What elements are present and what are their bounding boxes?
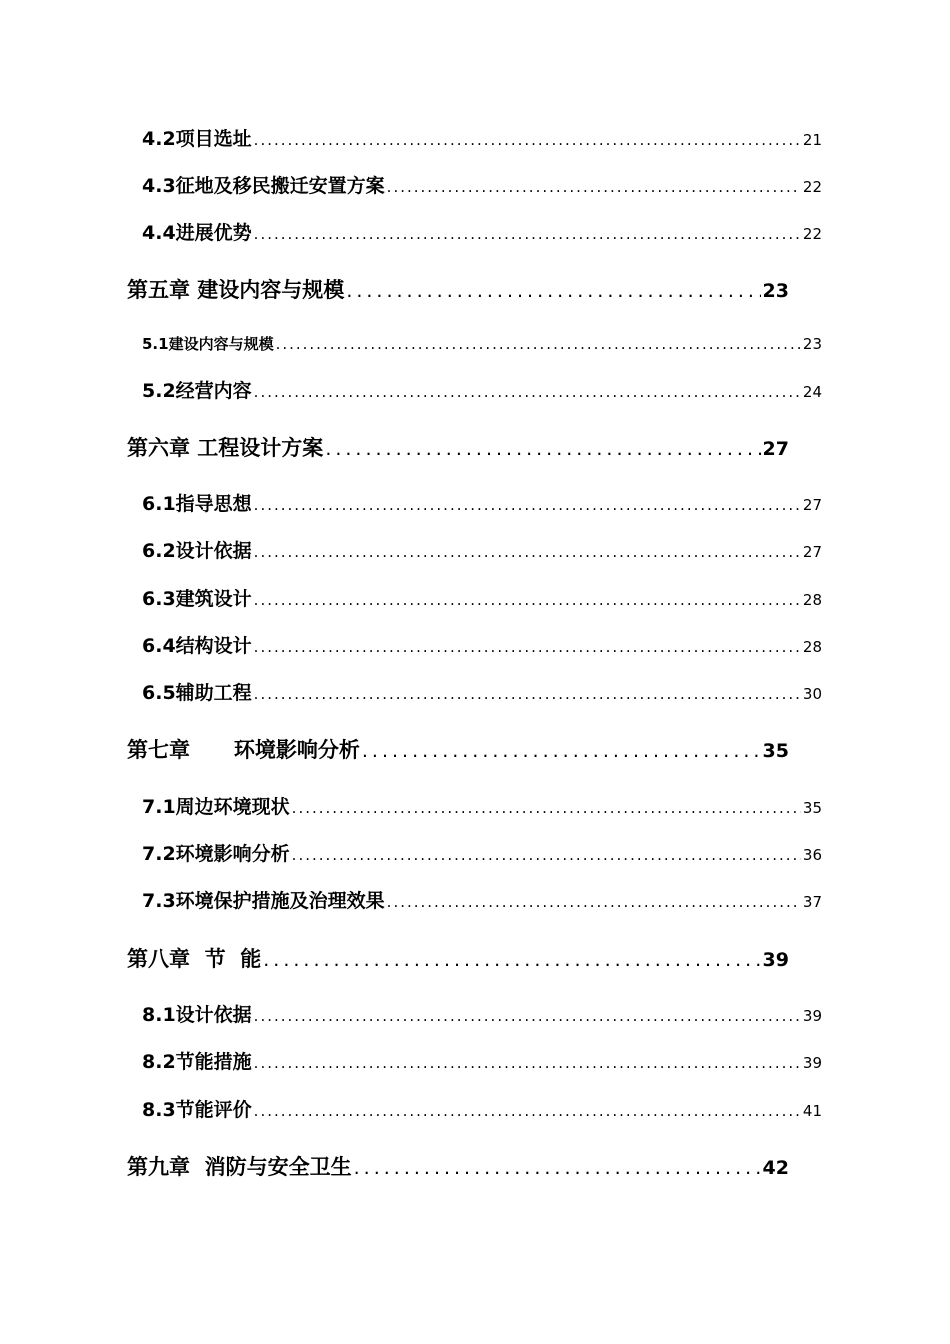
- toc-entry-page: 30: [802, 685, 822, 703]
- toc-entry-page: 22: [802, 178, 822, 196]
- toc-entry-label: 6.4结构设计: [142, 635, 252, 657]
- toc-entry-page: 39: [802, 1054, 822, 1072]
- dot-leader: [387, 893, 801, 911]
- toc-entry[interactable]: [142, 536, 822, 563]
- toc-chapter-entry[interactable]: [127, 1151, 789, 1181]
- toc-entry-label: 6.1指导思想: [142, 493, 252, 515]
- dot-leader: [292, 799, 801, 817]
- dot-leader: [254, 638, 801, 656]
- toc-entry-label: 6.5辅助工程: [142, 682, 252, 704]
- toc-entry-page: 37: [802, 893, 822, 911]
- dot-leader: [276, 335, 801, 353]
- toc-entry[interactable]: [142, 1047, 822, 1074]
- toc-chapter-entry[interactable]: [127, 274, 789, 304]
- toc-chapter-page: 27: [762, 438, 789, 460]
- toc-entry-label: 6.3建筑设计: [142, 588, 252, 610]
- toc-entry-page: 27: [802, 543, 822, 561]
- toc-entry-page: 41: [802, 1102, 822, 1120]
- toc-entry[interactable]: [142, 218, 822, 245]
- toc-entry-label: 5.2经营内容: [142, 380, 252, 402]
- toc-entry[interactable]: [142, 631, 822, 658]
- toc-entry-label: 8.2节能措施: [142, 1051, 252, 1073]
- toc-entry[interactable]: [142, 171, 822, 198]
- toc-entry-page: 28: [802, 591, 822, 609]
- toc-chapter-entry[interactable]: [127, 432, 789, 462]
- toc-entry-page: 39: [802, 1007, 822, 1025]
- dot-leader: [254, 1007, 801, 1025]
- toc-entry-label: 4.3征地及移民搬迁安置方案: [142, 175, 385, 197]
- toc-chapter-page: 23: [762, 280, 789, 302]
- dot-leader: [325, 438, 760, 460]
- toc-entry[interactable]: [142, 678, 822, 705]
- toc-entry-page: 35: [802, 799, 822, 817]
- toc-chapter-entry[interactable]: [127, 734, 789, 764]
- toc-entry-page: 22: [802, 225, 822, 243]
- dot-leader: [387, 178, 801, 196]
- dot-leader: [346, 280, 760, 302]
- toc-entry-label: 4.2项目选址: [142, 128, 252, 150]
- toc-chapter-entry[interactable]: [127, 943, 789, 973]
- dot-leader: [263, 949, 760, 971]
- toc-entry-label: 7.3环境保护措施及治理效果: [142, 890, 385, 912]
- toc-entry-label: 5.1建设内容与规模: [142, 335, 274, 353]
- toc-entry[interactable]: [142, 584, 822, 611]
- toc-entry-label: 8.3节能评价: [142, 1099, 252, 1121]
- toc-entry-label: 7.2环境影响分析: [142, 843, 290, 865]
- toc-chapter-label: 第九章 消防与安全卫生: [127, 1155, 352, 1179]
- dot-leader: [354, 1157, 761, 1179]
- toc-chapter-page: 35: [762, 740, 789, 762]
- toc-entry-label: 6.2设计依据: [142, 540, 252, 562]
- toc-entry-label: 7.1周边环境现状: [142, 796, 290, 818]
- toc-entry[interactable]: [142, 124, 822, 151]
- dot-leader: [254, 131, 801, 149]
- toc-entry-label: 4.4进展优势: [142, 222, 252, 244]
- toc-chapter-label: 第八章 节 能: [127, 947, 262, 971]
- dot-leader: [254, 1102, 801, 1120]
- toc-entry-label: 8.1设计依据: [142, 1004, 252, 1026]
- toc-entry[interactable]: [142, 333, 822, 354]
- dot-leader: [362, 740, 761, 762]
- dot-leader: [254, 225, 801, 243]
- toc-entry[interactable]: [142, 1000, 822, 1027]
- toc-chapter-label: 第六章 工程设计方案: [127, 436, 324, 460]
- toc-entry[interactable]: [142, 839, 822, 866]
- toc-entry-page: 23: [802, 335, 822, 353]
- toc-entry-page: 36: [802, 846, 822, 864]
- toc-chapter-page: 39: [762, 949, 789, 971]
- dot-leader: [254, 1054, 801, 1072]
- toc-entry[interactable]: [142, 1095, 822, 1122]
- toc-chapter-label: 第七章 环境影响分析: [127, 738, 360, 762]
- toc-entry[interactable]: [142, 792, 822, 819]
- toc-entry-page: 27: [802, 496, 822, 514]
- toc-chapter-label: 第五章 建设内容与规模: [127, 278, 345, 302]
- toc-entry-page: 28: [802, 638, 822, 656]
- dot-leader: [254, 591, 801, 609]
- toc-entry[interactable]: [142, 886, 822, 913]
- toc-chapter-page: 42: [762, 1157, 789, 1179]
- toc-entry-page: 24: [802, 383, 822, 401]
- toc-entry[interactable]: [142, 376, 822, 403]
- dot-leader: [254, 496, 801, 514]
- dot-leader: [254, 685, 801, 703]
- dot-leader: [254, 383, 801, 401]
- toc-entry[interactable]: [142, 489, 822, 516]
- dot-leader: [292, 846, 801, 864]
- toc-entry-page: 21: [802, 131, 822, 149]
- dot-leader: [254, 543, 801, 561]
